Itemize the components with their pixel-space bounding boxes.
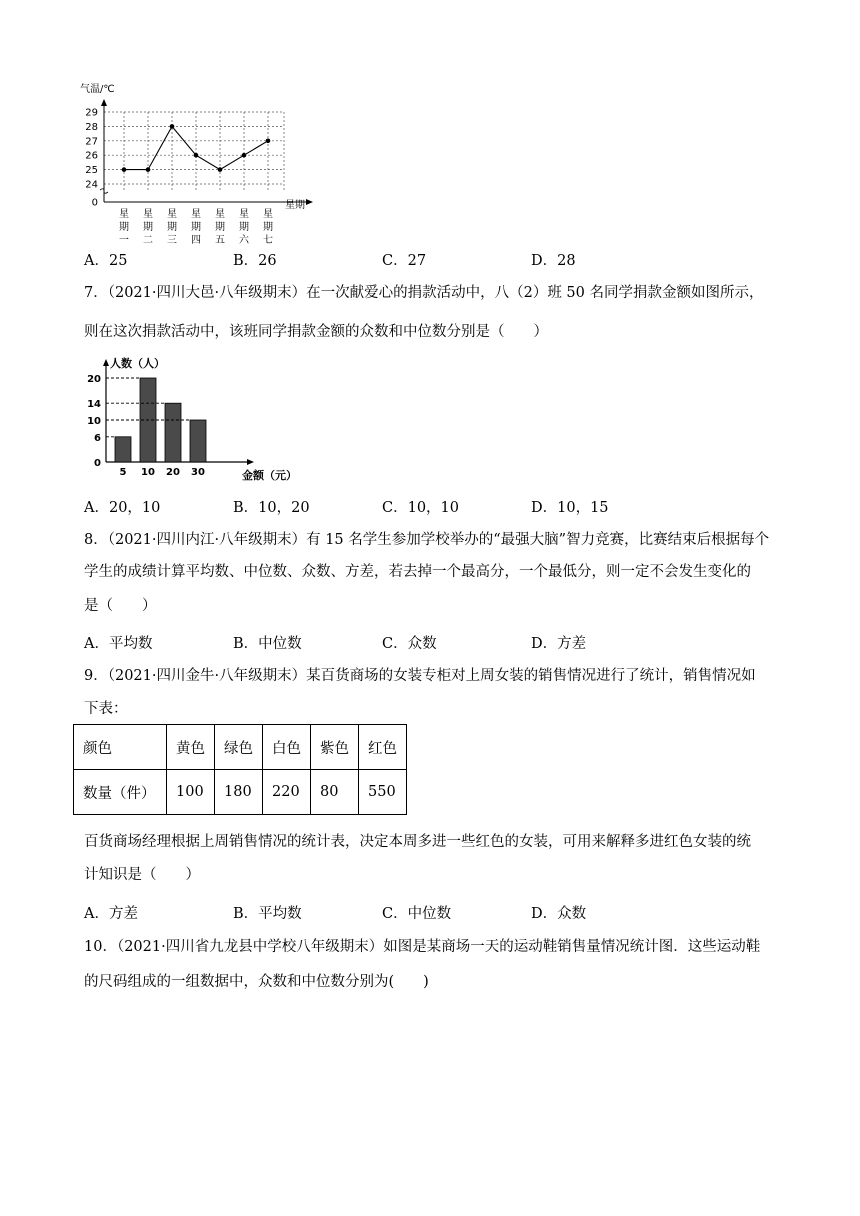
y-tick-label: 0 <box>94 458 101 469</box>
y-tick-label: 29 <box>85 107 98 119</box>
x-tick-label: 星 <box>167 209 177 220</box>
q9-option-b[interactable]: B．平均数 <box>233 906 302 922</box>
x-tick-label: 星 <box>119 209 129 220</box>
chart1-ylabel: 气温/℃ <box>80 84 115 95</box>
chart2-xlabel: 金额（元） <box>242 469 297 482</box>
x-tick-label: 星 <box>215 209 225 220</box>
table-cell: 紫色 <box>311 725 359 770</box>
y-tick-label: 27 <box>85 136 98 148</box>
table-cell: 红色 <box>359 725 407 770</box>
x-tick-label: 二 <box>143 235 153 246</box>
chart2-y-ticks <box>87 374 101 469</box>
chart2-x-ticks <box>120 467 205 478</box>
q7-stem-line2: 则在这次捐款活动中，该班同学捐款金额的众数和中位数分别是（ ） <box>84 324 548 340</box>
table-cell: 100 <box>167 770 215 815</box>
q8-stem-line1: 8．（2021·四川内江·八年级期末）有 15 名学生参加学校举办的“最强大脑”智力竞赛，比赛结束后根据每个 <box>84 532 770 548</box>
y-tick-label: 20 <box>87 374 101 385</box>
data-point <box>242 153 247 158</box>
q8-stem-line3: 是（ ） <box>84 598 157 614</box>
y-tick-label: 24 <box>85 179 98 191</box>
x-tick-label: 期 <box>119 222 129 233</box>
chart2-bars <box>106 378 206 462</box>
q10-stem-line2: 的尺码组成的一组数据中，众数和中位数分别为( ) <box>84 974 429 990</box>
table-cell: 绿色 <box>215 725 263 770</box>
chart1-xlabel: 星期 <box>285 200 305 211</box>
q7-option-b[interactable]: B．10，20 <box>233 500 310 516</box>
bar <box>190 420 206 462</box>
data-point <box>218 167 223 172</box>
x-tick-label: 期 <box>143 222 153 233</box>
chart1-axes <box>100 99 313 205</box>
q9-stem-line1: 9．（2021·四川金牛·八年级期末）某百货商场的女装专柜对上周女装的销售情况进行了统计，销售情况如 <box>84 668 756 684</box>
q9-option-a[interactable]: A．方差 <box>84 906 138 922</box>
q7-option-a[interactable]: A．20，10 <box>84 500 161 516</box>
q9-stem-line3: 百货商场经理根据上周销售情况的统计表，决定本周多进一些红色的女装，可用来解释多进红色女装的统 <box>84 834 751 850</box>
axis-break <box>100 189 108 194</box>
temperature-line-chart <box>75 78 315 248</box>
x-axis-arrow <box>306 199 313 205</box>
q7-option-d[interactable]: D．10，15 <box>531 500 609 516</box>
donation-bar-chart <box>84 352 304 487</box>
x-tick-label: 七 <box>263 235 273 246</box>
y-tick-label: 6 <box>94 432 101 444</box>
x-tick-label: 20 <box>166 467 180 478</box>
x-tick-label: 四 <box>191 235 201 246</box>
x-tick-label: 期 <box>215 222 225 233</box>
x-tick-label: 30 <box>191 467 205 478</box>
data-point <box>266 139 271 144</box>
x-tick-label: 期 <box>263 222 273 233</box>
table-cell: 550 <box>359 770 407 815</box>
chart1-y-ticks <box>85 108 98 209</box>
q8-option-c[interactable]: C．众数 <box>382 636 437 652</box>
q6-option-c[interactable]: C．27 <box>382 253 427 269</box>
q8-stem-line2: 学生的成绩计算平均数、中位数、众数、方差，若去掉一个最高分，一个最低分，则一定不会发生变化的 <box>84 564 751 580</box>
q9-stem-line4: 计知识是（ ） <box>84 867 200 883</box>
table-cell: 数量（件） <box>74 770 167 815</box>
y-tick-label: 10 <box>87 416 101 427</box>
q7-option-c[interactable]: C．10，10 <box>382 500 459 516</box>
y-tick-label: 14 <box>87 399 101 411</box>
q8-option-a[interactable]: A．平均数 <box>84 636 153 652</box>
table-cell: 80 <box>311 770 359 815</box>
q6-option-d[interactable]: D．28 <box>531 253 576 269</box>
y-tick-label: 26 <box>85 150 98 162</box>
q9-option-d[interactable]: D．众数 <box>531 906 587 922</box>
q10-stem-line1: 10．（2021·四川省九龙县中学校八年级期末）如图是某商场一天的运动鞋销售量情况统计图．这些运动鞋 <box>84 939 761 955</box>
table-row <box>74 725 407 770</box>
q8-option-d[interactable]: D．方差 <box>531 636 587 652</box>
q9-option-c[interactable]: C．中位数 <box>382 906 452 922</box>
table-cell: 黄色 <box>167 725 215 770</box>
x-tick-label: 五 <box>215 235 225 246</box>
q8-option-b[interactable]: B．中位数 <box>233 636 302 652</box>
table-cell: 颜色 <box>74 725 167 770</box>
x-tick-label: 星 <box>263 209 273 220</box>
x-tick-label: 星 <box>239 209 249 220</box>
bar <box>115 437 131 462</box>
q6-option-b[interactable]: B．26 <box>233 253 277 269</box>
x-tick-label: 期 <box>239 222 249 233</box>
q7-stem-line1: 7．（2021·四川大邑·八年级期末）在一次献爱心的捐款活动中，八（2）班 50 名同学捐款金额如图所示， <box>84 285 764 301</box>
table-cell: 180 <box>215 770 263 815</box>
x-tick-label: 一 <box>119 235 129 246</box>
x-tick-label: 三 <box>167 235 177 246</box>
y-tick-label: 28 <box>85 121 98 133</box>
table-row <box>74 770 407 815</box>
data-point <box>146 167 151 172</box>
y-tick-label: 25 <box>85 165 98 177</box>
sales-table <box>73 724 407 815</box>
x-axis-arrow <box>247 459 254 465</box>
x-tick-label: 期 <box>167 222 177 233</box>
table-cell: 220 <box>263 770 311 815</box>
y-tick-label: 0 <box>91 197 98 209</box>
x-tick-label: 星 <box>191 209 201 220</box>
data-point <box>122 167 127 172</box>
chart1-x-ticks <box>119 208 273 246</box>
x-tick-label: 六 <box>239 235 249 246</box>
chart2-ylabel: 人数（人） <box>110 357 165 370</box>
x-tick-label: 5 <box>119 467 127 478</box>
x-tick-label: 10 <box>141 467 155 478</box>
x-tick-label: 星 <box>143 209 153 220</box>
q9-stem-line2: 下表： <box>84 701 128 717</box>
y-axis-arrow <box>101 99 107 106</box>
q6-option-a[interactable]: A．25 <box>84 253 128 269</box>
data-point <box>194 153 199 158</box>
bar <box>165 403 181 462</box>
x-tick-label: 期 <box>191 222 201 233</box>
table-cell: 白色 <box>263 725 311 770</box>
y-axis-arrow <box>103 359 109 366</box>
data-point <box>170 124 175 129</box>
